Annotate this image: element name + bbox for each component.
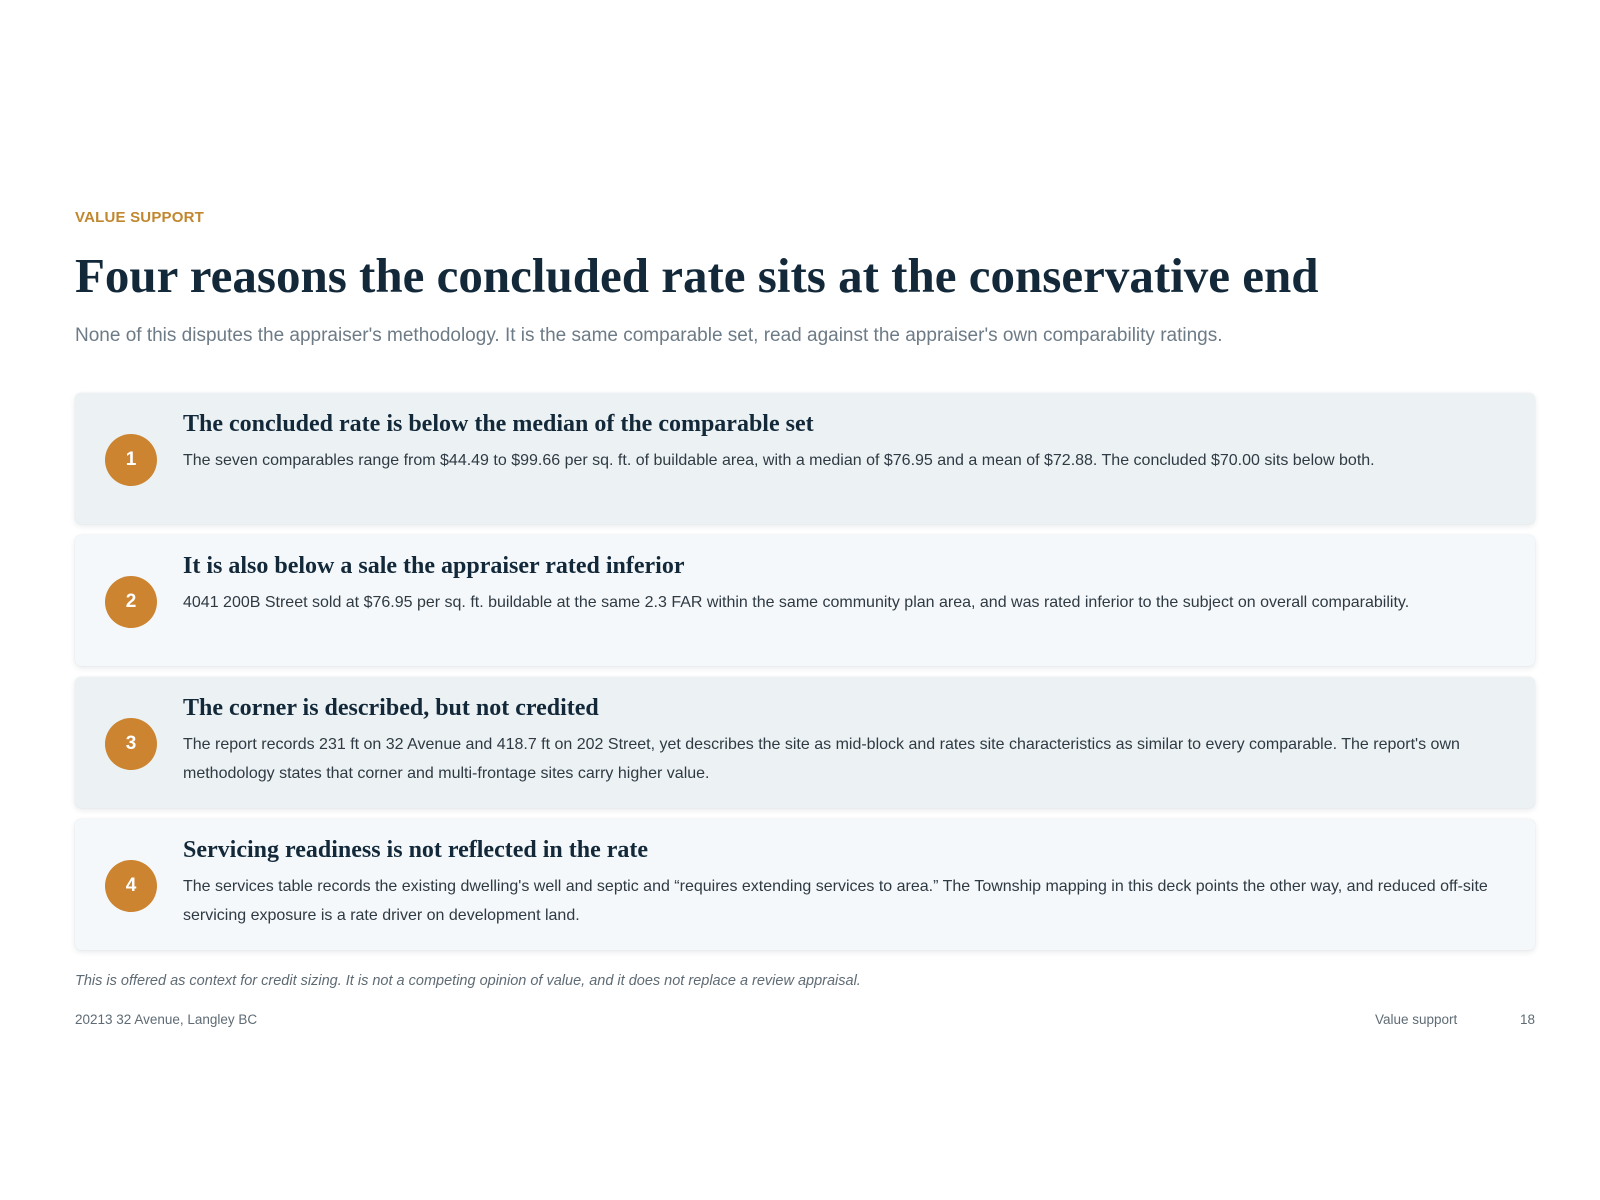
reason-card-1 (75, 393, 1535, 524)
slide (75, 0, 1535, 1200)
reason-number-badge: 4 (105, 860, 157, 912)
footer-address: 20213 32 Avenue, Langley BC (75, 1012, 258, 1027)
reasons-list (75, 393, 1535, 961)
section-eyebrow: VALUE SUPPORT (75, 209, 205, 226)
reason-body: The seven comparables range from $44.49 to $99.66 per sq. ft. of buildable area, with a median of $76.95 and a mean of $72.88. The concluded $70.00 sits below both. (183, 452, 1375, 469)
disclaimer-note: This is offered as context for credit sizing. It is not a competing opinion of value, and it does not replace a review appraisal. (75, 973, 861, 989)
footer-section-name: Value support (1375, 1012, 1458, 1027)
reason-title: The corner is described, but not credited (183, 695, 599, 721)
footer-page-number: 18 (1519, 1012, 1535, 1027)
reason-number-badge: 2 (105, 576, 157, 628)
page-title: Four reasons the concluded rate sits at the conservative end (75, 248, 1319, 303)
reason-number-badge: 3 (105, 718, 157, 770)
reason-card-2 (75, 535, 1535, 666)
reason-title: It is also below a sale the appraiser rated inferior (183, 553, 685, 579)
reason-card-3 (75, 677, 1535, 808)
reason-body: The services table records the existing dwelling's well and septic and “requires extending services to area.” The Township mapping in this deck points the other way, and reduced off-site servicing exposure is a rate driver on development land. (183, 878, 1488, 924)
reason-number-badge: 1 (105, 434, 157, 486)
reason-card-4 (75, 819, 1535, 950)
reason-body: The report records 231 ft on 32 Avenue and 418.7 ft on 202 Street, yet describes the site as mid-block and rates site characteristics as similar to every comparable. The report's own methodology states that corner and multi-frontage sites carry higher value. (183, 736, 1460, 782)
reason-title: The concluded rate is below the median of the comparable set (183, 411, 814, 437)
reason-body: 4041 200B Street sold at $76.95 per sq. ft. buildable at the same 2.3 FAR within the same community plan area, and was rated inferior to the subject on overall comparability. (183, 594, 1410, 611)
page-subtitle: None of this disputes the appraiser's methodology. It is the same comparable set, read against the appraiser's own comparability ratings. (75, 325, 1223, 346)
reason-title: Servicing readiness is not reflected in the rate (183, 837, 649, 863)
